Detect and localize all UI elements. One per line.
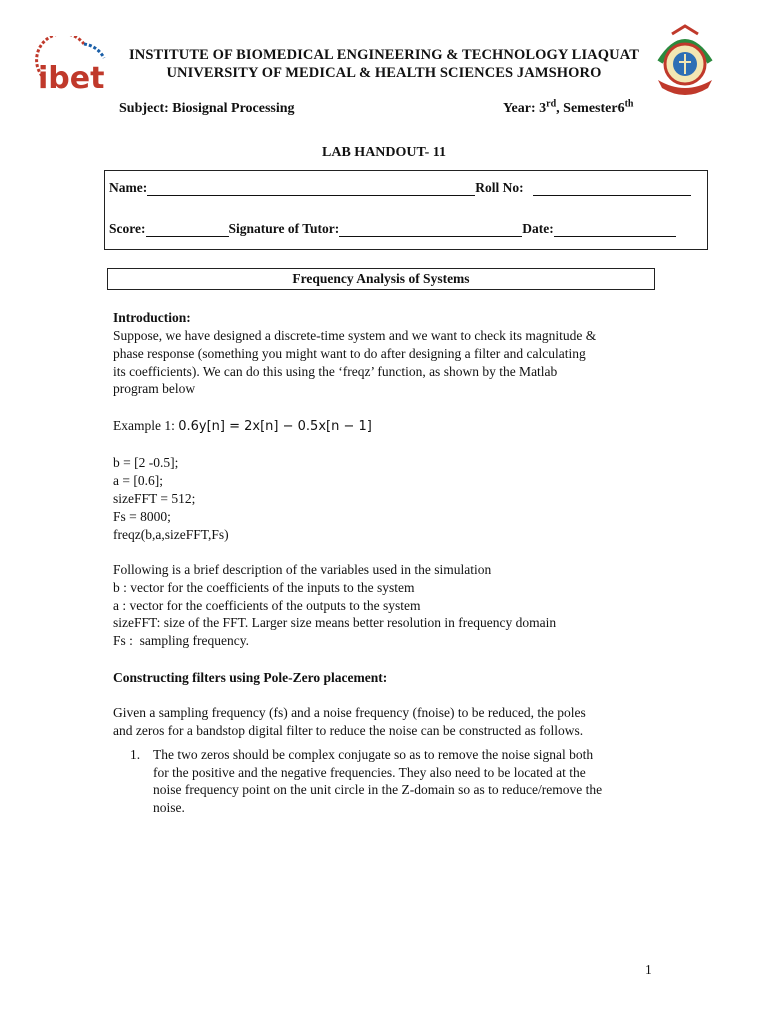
code-line: sizeFFT = 512; [113, 491, 196, 506]
date-field[interactable] [554, 222, 676, 237]
roll-label: Roll No: [475, 180, 524, 195]
semester-text: , Semester6 [556, 101, 625, 116]
variable-item: sizeFFT: size of the FFT. Larger size means better resolution in frequency domain [113, 615, 557, 631]
variable-item: b : vector for the coefficients of the inputs to the system [113, 579, 415, 595]
example-label: Example 1: [113, 418, 175, 433]
svg-text:ibet: ibet [38, 61, 105, 96]
intro-line: Suppose, we have designed a discrete-time system and we want to check its magnitude & [113, 328, 597, 343]
code-line: b = [2 -0.5]; [113, 455, 179, 470]
institute-name-line1: INSTITUTE OF BIOMEDICAL ENGINEERING & TECHNOLOGY LIAQUAT [129, 47, 639, 63]
roll-field[interactable] [533, 181, 691, 196]
handout-title: LAB HANDOUT- 11 [322, 145, 446, 160]
list-number: 1. [130, 747, 141, 762]
university-seal-logo [650, 22, 720, 102]
list-item [130, 746, 658, 816]
name-roll-row [109, 180, 691, 196]
ibet-logo [34, 36, 118, 98]
list-line: for the positive and the negative frequencies. They also need to be located at the [153, 764, 586, 780]
institute-name-line2: UNIVERSITY OF MEDICAL & HEALTH SCIENCES JAMSHORO [166, 65, 602, 81]
date-label: Date: [522, 221, 554, 236]
variables-intro: Following is a brief description of the variables used in the simulation [113, 562, 492, 577]
signature-field[interactable] [339, 222, 522, 237]
name-label: Name: [109, 180, 148, 195]
code-line: Fs = 8000; [113, 509, 171, 524]
pole-zero-paragraph [113, 704, 658, 740]
intro-line: program below [113, 381, 196, 397]
intro-line: phase response (something you might want to do after designing a filter and calculating [113, 345, 586, 361]
score-field[interactable] [146, 222, 229, 237]
year-prefix: Year: 3 [503, 101, 547, 116]
signature-label: Signature of Tutor: [228, 221, 340, 236]
score-label: Score: [109, 221, 146, 236]
code-line: a = [0.6]; [113, 473, 163, 488]
code-line: freqz(b,a,sizeFFT,Fs) [113, 527, 229, 542]
variable-item: Fs : sampling frequency. [113, 633, 249, 649]
matlab-code [113, 454, 229, 544]
score-signature-row [109, 221, 676, 237]
example-1 [113, 417, 658, 436]
variables-description [113, 561, 658, 650]
section-title: Frequency Analysis of Systems [107, 268, 655, 290]
year-superscript: rd [546, 98, 557, 110]
page-number: 1 [645, 962, 652, 977]
student-info-box [104, 170, 708, 250]
list-line: noise frequency point on the unit circle in the Z-domain so as to reduce/remove the [153, 782, 603, 797]
example-equation: 0.6y[n] = 2x[n] − 0.5x[n − 1] [178, 419, 372, 434]
list-line: The two zeros should be complex conjugate so as to remove the noise signal both [153, 747, 594, 762]
year-semester [503, 98, 634, 117]
intro-line: its coefficients). We can do this using the ‘freqz’ function, as shown by the Matlab [113, 363, 558, 379]
pole-zero-heading: Constructing filters using Pole-Zero placement: [113, 670, 388, 685]
pole-zero-line: and zeros for a bandstop digital filter to reduce the noise can be constructed as follows. [113, 722, 584, 738]
pole-zero-line: Given a sampling frequency (fs) and a noise frequency (fnoise) to be reduced, the poles [113, 705, 586, 720]
introduction-paragraph [113, 327, 658, 398]
subject-label: Subject: Biosignal Processing [119, 101, 295, 116]
name-field[interactable] [147, 181, 475, 196]
semester-superscript: th [624, 98, 634, 110]
list-line: noise. [153, 799, 185, 815]
variable-item: a : vector for the coefficients of the outputs to the system [113, 597, 421, 613]
list-text [153, 746, 658, 816]
introduction-heading: Introduction: [113, 310, 191, 325]
